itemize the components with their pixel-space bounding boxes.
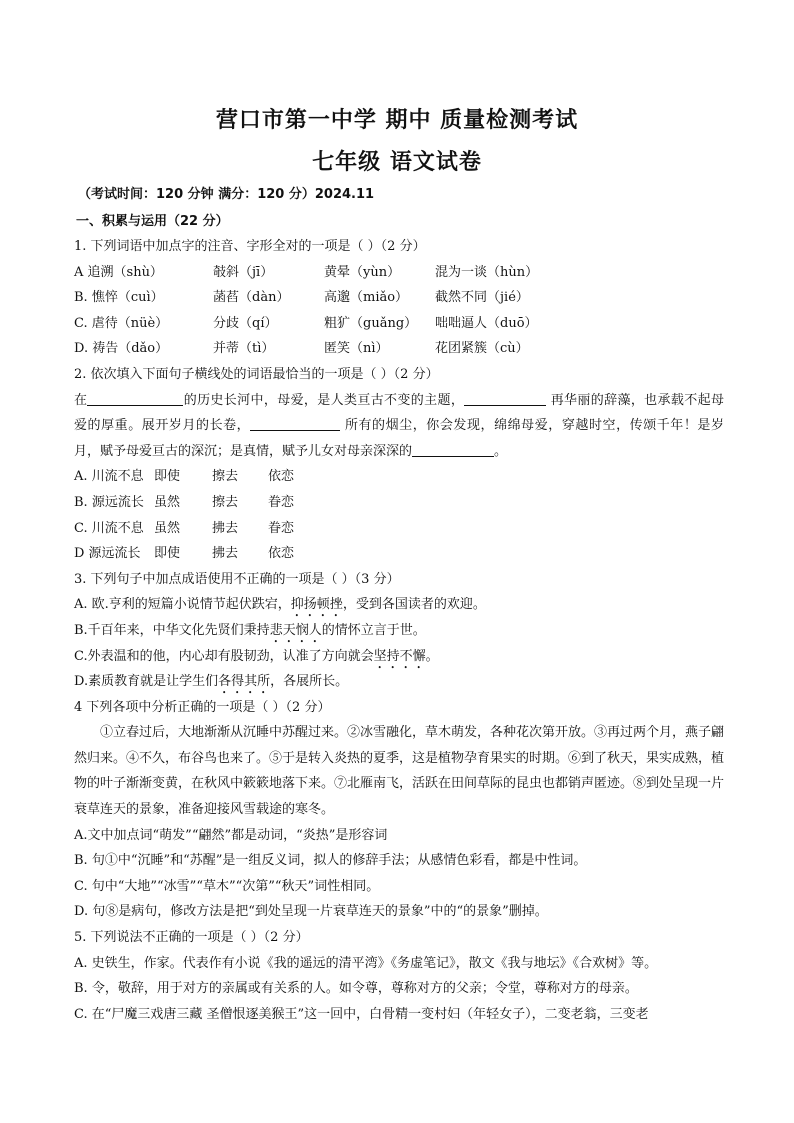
question-5-stem: 5. 下列说法不正确的一项是（ ）（2 分） <box>74 930 309 946</box>
option-term: C. 虐待（nüè） <box>74 315 169 331</box>
option-term: 攲斜（jī） <box>213 264 274 280</box>
dotted-idiom: 悲天悯人 <box>269 622 322 638</box>
option-word: 即使 <box>154 469 181 485</box>
option-word: 依恋 <box>268 546 295 562</box>
question-4-option-d: D. 句⑧是病句，修改方法是把“到处呈现一片衰草连天的景象”中的“的景象”删掉。 <box>74 904 548 920</box>
option-word: 拂去 <box>212 520 239 536</box>
option-term: 高邈（miǎo） <box>324 290 409 306</box>
question-5-option-c: C. 在“尸魔三戏唐三藏 圣僧恨逐美猴王”这一回中，白骨精一变村妇（年轻女子），二变老翁，三变老 <box>74 1006 649 1022</box>
passage-text: 。 <box>494 443 508 459</box>
passage-text: 再华丽的辞藻，也承载不起母爱的厚重。展开岁月的长卷， <box>74 392 724 434</box>
option-term: 花团紧簇（cù） <box>435 341 529 357</box>
option-word: 擦去 <box>212 494 239 510</box>
question-1-stem: 1. 下列词语中加点字的注音、字形全对的一项是（ ）（2 分） <box>74 239 426 254</box>
option-text: D.素质教育就是让学生们 <box>74 674 219 690</box>
option-term: A 追溯（shù） <box>74 264 163 280</box>
option-word: 依恋 <box>268 469 295 485</box>
option-word: 虽然 <box>154 494 181 510</box>
passage-text: 在 <box>74 392 88 408</box>
question-4-passage: ①立春过后，大地渐渐从沉睡中苏醒过来。②冰雪融化，草木萌发，各种花次第开放。③再过两个月，燕子翩然归来。④不久，布谷鸟也来了。⑤于是转入炎热的夏季，这是植物孕育果实的时期。⑥到了秋天，果实成熟，植物的叶子渐渐变黄，在秋风中簌簌地落下来。⑦北雁南飞，活跃在田间草际的昆虫也都销声匿迹。⑧到处呈现一片衰草连天的景象，准备迎接风雪载途的寒冬。 <box>74 725 725 818</box>
dotted-idiom: 各得其所 <box>218 674 271 690</box>
question-5-option-b: B. 令，敬辞，用于对方的亲属或有关系的人。如令尊，尊称对方的父亲；令堂，尊称对方的母亲。 <box>74 981 638 997</box>
question-1-option-c <box>74 311 724 337</box>
option-term: 菡萏（dàn） <box>213 290 290 306</box>
option-term: 咄咄逼人（duō） <box>435 315 538 331</box>
option-word: 擦去 <box>212 469 239 485</box>
fill-blank <box>412 442 494 457</box>
question-2-option-d <box>74 541 724 567</box>
option-word: 眷恋 <box>268 520 295 536</box>
question-4-stem: 4 下列各项中分析正确的一项是（ ）（2 分） <box>74 699 331 715</box>
question-2-stem: 2. 依次填入下面句子横线处的词语最恰当的一项是（ ）（2 分） <box>74 366 439 382</box>
exam-info: （考试时间：120 分钟 满分：120 分）2024.11 <box>78 187 375 202</box>
question-2-passage <box>74 388 724 465</box>
option-term: 并蒂（tì） <box>213 341 275 357</box>
option-word: B. 源远流长 <box>74 494 144 510</box>
fill-blank <box>464 391 546 406</box>
exam-subtitle: 七年级 语文试卷 <box>312 150 482 175</box>
option-word: 虽然 <box>154 520 181 536</box>
option-text: ，受到各国读者的欢迎。 <box>342 597 486 613</box>
dotted-idiom: 坚持不懈 <box>373 648 426 664</box>
question-5-option-a: A. 史铁生，作家。代表作有小说《我的遥远的清平湾》《务虚笔记》，散文《我与地坛》《合欢树》等。 <box>74 955 658 971</box>
option-term: 粗犷（guǎng） <box>324 315 418 331</box>
section-heading: 一、积累与运用（22 分） <box>76 214 229 229</box>
questions-body <box>74 234 724 1027</box>
option-word: 即使 <box>154 546 181 562</box>
question-4-option-c: C. 句中“大地”“冰雪”“草木”“次第”“秋天”词性相同。 <box>74 878 380 894</box>
option-word: C. 川流不息 <box>74 520 144 536</box>
option-text: B.千百年来，中华文化先贤们秉持 <box>74 622 270 638</box>
option-term: 截然不同（jié） <box>435 290 529 306</box>
option-text: A. 欧.亨利的短篇小说情节起伏跌宕， <box>74 597 291 613</box>
question-4-option-b: B. 句①中“沉睡”和“苏醒”是一组反义词，拟人的修辞手法；从感情色彩看，都是中性词。 <box>74 853 587 869</box>
option-text: 的情怀立言于世。 <box>321 622 426 638</box>
dotted-idiom: 抑扬顿挫 <box>290 597 343 613</box>
question-1-option-d <box>74 336 724 362</box>
question-3-option-b <box>74 618 724 644</box>
option-text: ，各展所长。 <box>270 674 349 690</box>
question-1-option-b <box>74 285 724 311</box>
option-term: 分歧（qí） <box>213 315 278 331</box>
question-3-stem: 3. 下列句子中加点成语使用不正确的一项是（ ）（3 分） <box>74 571 400 587</box>
option-term: B. 憔悴（cuì） <box>74 290 164 306</box>
option-word: 拂去 <box>212 546 239 562</box>
passage-text: 所有的烟尘，你会发现，绵绵母爱，穿越时空，传颂千年！是岁月，赋予母爱亘古的深沉；是真情，赋予儿女对母亲深深的 <box>74 418 724 459</box>
option-term: 匿笑（nì） <box>324 341 389 357</box>
question-2-option-b <box>74 490 724 516</box>
question-3-option-a <box>74 592 724 618</box>
question-3-option-c <box>74 644 724 670</box>
option-term: 混为一谈（hùn） <box>435 264 539 280</box>
fill-blank <box>250 416 340 431</box>
option-text: C.外表温和的他，内心却有股韧劲，认准了方向就会 <box>74 648 374 664</box>
question-2-option-c <box>74 516 724 542</box>
passage-text: 的历史长河中，母爱，是人类亘古不变的主题， <box>183 392 465 408</box>
question-4-option-a: A.文中加点词“萌发”“翩然”都是动词，“炎热”是形容词 <box>74 827 388 843</box>
question-3-option-d <box>74 669 724 695</box>
option-term: D. 祷告（dǎo） <box>74 341 169 357</box>
exam-title: 营口市第一中学 期中 质量检测考试 <box>215 108 579 133</box>
fill-blank <box>87 391 183 406</box>
question-2-option-a <box>74 464 724 490</box>
question-1-option-a <box>74 260 724 286</box>
option-word: 眷恋 <box>268 494 295 510</box>
option-word: D 源远流长 <box>74 546 141 562</box>
option-word: A. 川流不息 <box>74 469 144 485</box>
option-term: 黄晕（yùn） <box>324 264 401 280</box>
option-text: 。 <box>425 648 439 664</box>
